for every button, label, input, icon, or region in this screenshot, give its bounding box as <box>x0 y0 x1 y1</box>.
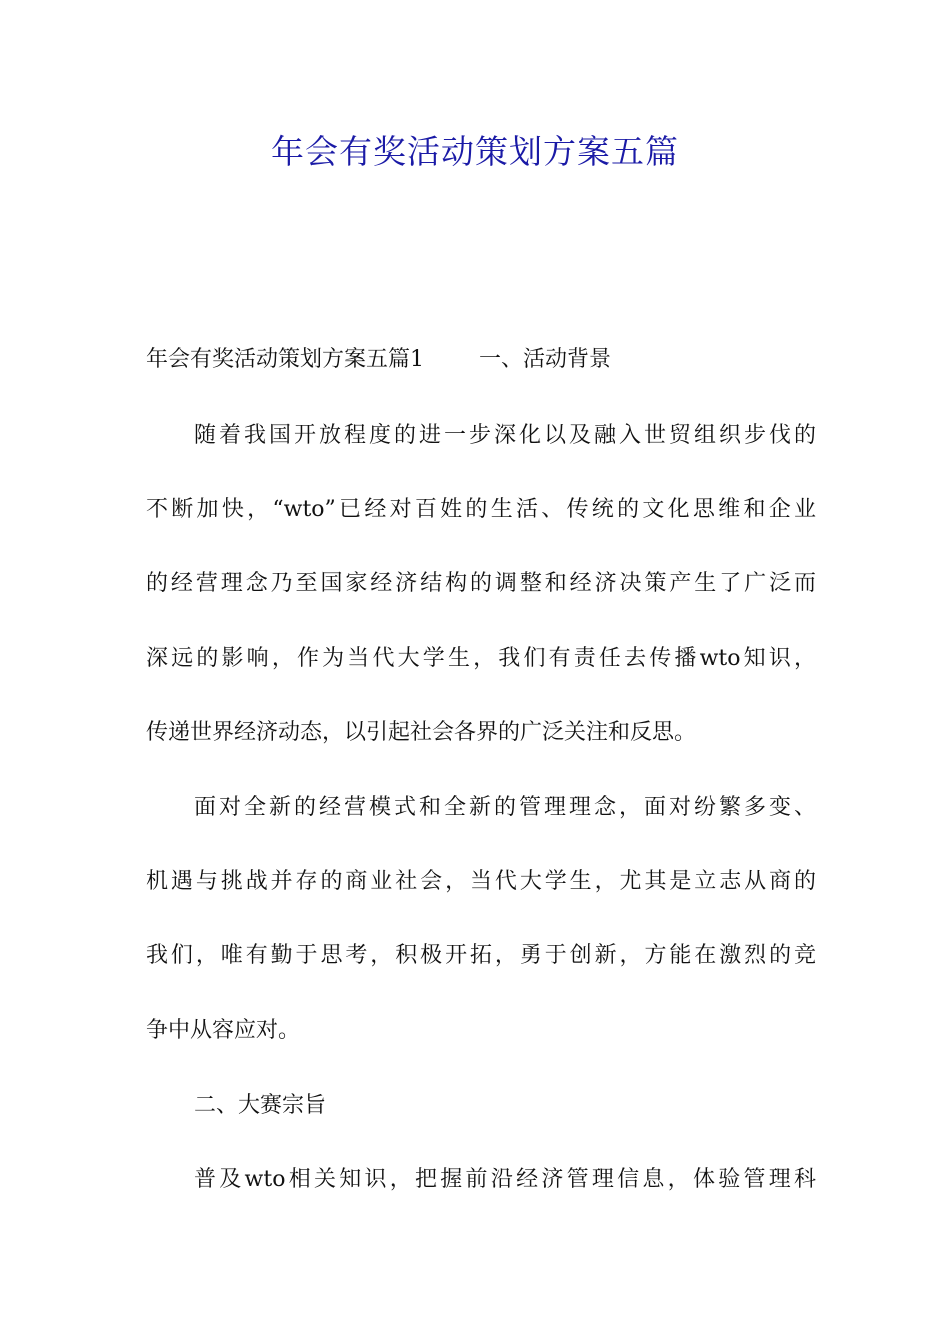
document-title: 年会有奖活动策划方案五篇 <box>271 132 679 171</box>
paragraph-line: 随着我国开放程度的进一步深化以及融入世贸组织步伐的 <box>194 423 816 448</box>
paragraph-line: 面对全新的经营模式和全新的管理理念，面对纷繁多变、 <box>194 795 816 820</box>
paragraph-line: 的经营理念乃至国家经济结构的调整和经济决策产生了广泛而 <box>146 571 816 596</box>
paragraph-line: 深远的影响，作为当代大学生，我们有责任去传播wto知识， <box>146 646 816 671</box>
section-heading-background: 一、活动背景 <box>479 347 612 372</box>
paragraph-line: 我们，唯有勤于思考，积极开拓，勇于创新，方能在激烈的竞 <box>146 943 816 968</box>
document-subtitle: 年会有奖活动策划方案五篇1 <box>146 347 424 372</box>
paragraph-line: 机遇与挑战并存的商业社会，当代大学生，尤其是立志从商的 <box>146 869 816 894</box>
paragraph-line: 不断加快，“wto”已经对百姓的生活、传统的文化思维和企业 <box>146 497 816 522</box>
paragraph-line: 争中从容应对。 <box>146 1018 301 1043</box>
paragraph-line: 普及wto相关知识，把握前沿经济管理信息，体验管理科 <box>194 1167 816 1192</box>
section-heading-purpose: 二、大赛宗旨 <box>194 1093 327 1118</box>
paragraph-line: 传递世界经济动态，以引起社会各界的广泛关注和反思。 <box>146 720 697 745</box>
heading-line <box>146 343 816 377</box>
